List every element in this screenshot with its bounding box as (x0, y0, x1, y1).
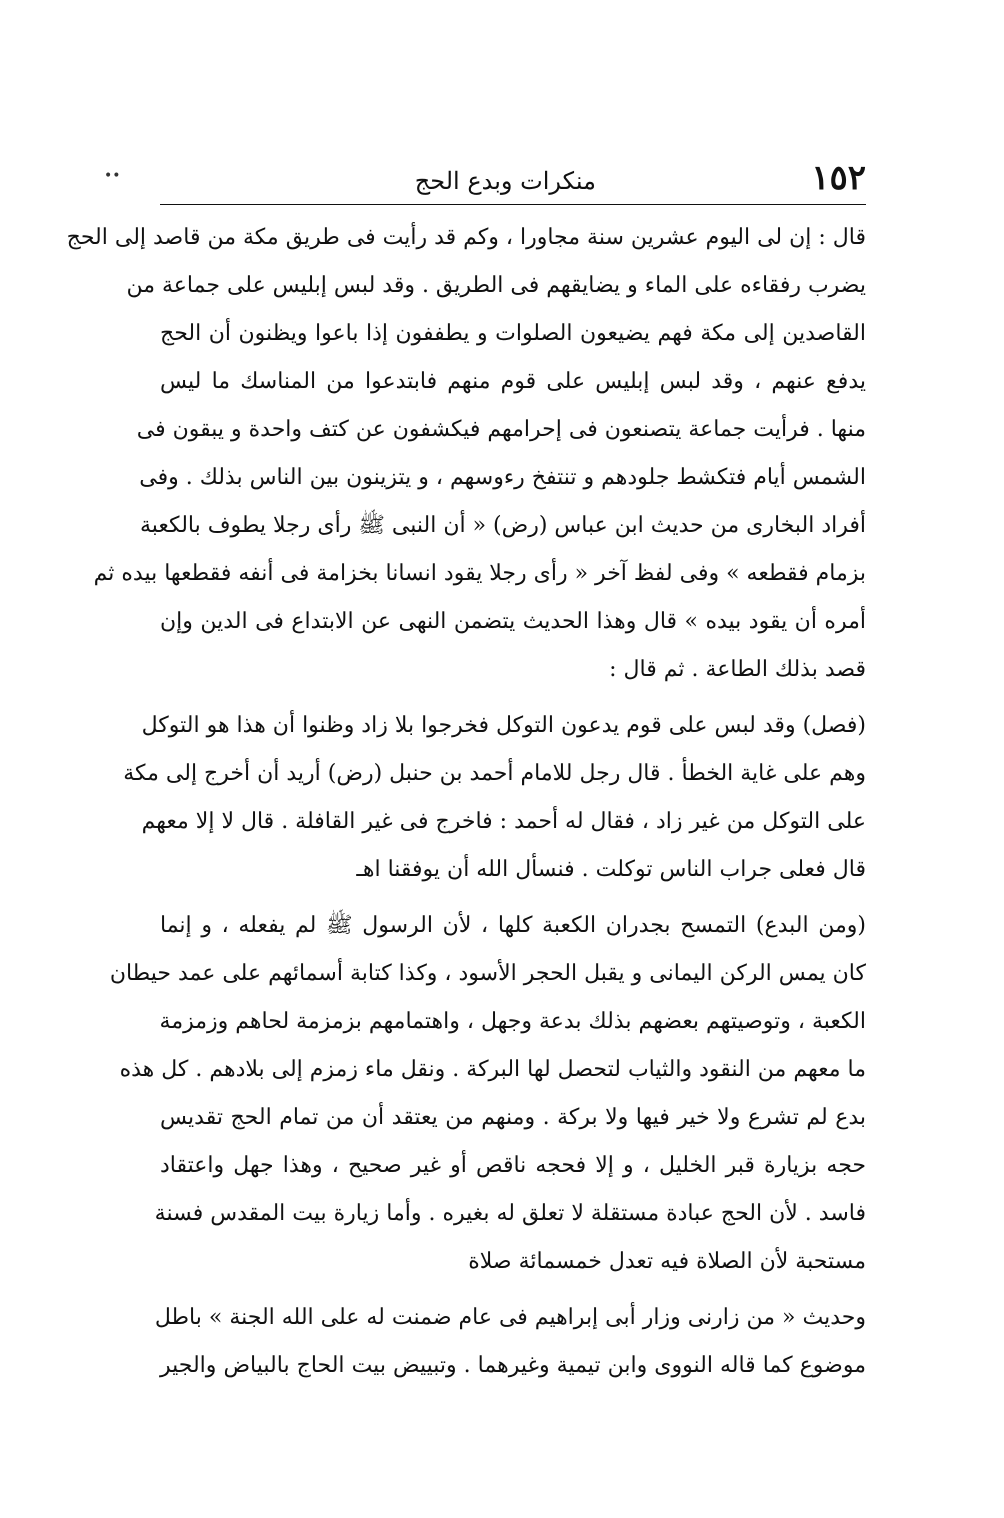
page-number: ١٥٢ (811, 158, 866, 198)
text-line: موضوع كما قاله النووى وابن تيمية وغيرهما . وتبييض بيت الحاج بالبياض والجير (160, 1353, 866, 1378)
paragraph (109, 902, 866, 1286)
text-line: القاصدين إلى مكة فهم يضيعون الصلوات و يطففون إذا باعوا ويظنون أن الحج (160, 321, 866, 346)
text-line: قصد بذلك الطاعة . ثم قال : (609, 657, 866, 682)
paragraph (123, 702, 866, 894)
text-line: فاسد . لأن الحج عبادة مستقلة لا تعلق له بغيره . وأما زيارة بيت المقدس فسنة (154, 1201, 866, 1226)
text-line: أمره أن يقود بيده » قال وهذا الحديث يتضمن النهى عن الابتداع فى الدين وإن (160, 609, 866, 634)
text-line: الكعبة ، وتوصيتهم بعضهم بذلك بدعة وجهل ، واهتمامهم بزمزمة لحاهم وزمزمة (159, 1009, 866, 1034)
page-header (160, 158, 866, 202)
paragraph-gap (160, 1286, 866, 1294)
text-line: يدفع عنهم ، وقد لبس إبليس على قوم منهم فابتدعوا من المناسك ما ليس (160, 369, 866, 394)
running-title: منكرات وبدع الحج (414, 167, 596, 195)
text-line: منها . فرأيت جماعة يتصنعون فى إحرامهم فيكشفون عن كتف واحدة و يبقون فى (136, 417, 866, 442)
text-line: مستحبة لأن الصلاة فيه تعدل خمسمائة صلاة (468, 1249, 866, 1274)
body-text (66, 214, 866, 1390)
text-line: يضرب رفقاءه على الماء و يضايقهم فى الطريق . وقد لبس إبليس على جماعة من (126, 273, 866, 298)
text-line: (ومن البدع) التمسح بجدران الكعبة كلها ، لأن الرسول ﷺ لم يفعله ، و إنما (160, 913, 866, 938)
text-line: أفراد البخارى من حديث ابن عباس (رض) « أن النبى ﷺ رأى رجلا يطوف بالكعبة (140, 513, 866, 538)
text-line: حجه بزيارة قبر الخليل ، و إلا فحجه ناقص أو غير صحيح ، وهذا جهل واعتقاد (160, 1153, 866, 1178)
text-line: كان يمس الركن اليمانى و يقبل الحجر الأسود ، وكذا كتابة أسمائهم على عمد حيطان (109, 961, 866, 986)
paragraph-gap (160, 894, 866, 902)
text-line: وهم على غاية الخطأ . قال رجل للامام أحمد بن حنبل (رض) أريد أن أخرج إلى مكة (123, 761, 866, 786)
paragraph (66, 214, 866, 694)
text-line: قال فعلى جراب الناس توكلت . فنسأل الله أن يوفقنا اهـ (356, 857, 866, 882)
text-line: على التوكل من غير زاد ، فقال له أحمد : فاخرج فى غير القافلة . قال لا إلا معهم (141, 809, 866, 834)
paragraph-gap (160, 694, 866, 702)
text-line: قال : إن لى اليوم عشرين سنة مجاورا ، وكم قد رأيت فى طريق مكة من قاصد إلى الحج (66, 225, 866, 250)
corner-mark: •• (104, 168, 121, 184)
header-rule (160, 204, 866, 205)
paragraph (154, 1294, 866, 1390)
text-line: ما معهم من النقود والثياب لتحصل لها البركة . ونقل ماء زمزم إلى بلادهم . كل هذه (119, 1057, 866, 1082)
text-line: (فصل) وقد لبس على قوم يدعون التوكل فخرجوا بلا زاد وظنوا أن هذا هو التوكل (141, 713, 866, 738)
text-line: بدع لم تشرع ولا خير فيها ولا بركة . ومنهم من يعتقد أن من تمام الحج تقديس (160, 1105, 866, 1130)
text-line: بزمام فقطعه » وفى لفظ آخر « رأى رجلا يقود انسانا بخزامة فى أنفه فقطعها بيده ثم (93, 561, 866, 586)
text-line: وحديث « من زارنى وزار أبى إبراهيم فى عام ضمنت له على الله الجنة » باطل (154, 1305, 866, 1330)
text-line: الشمس أيام فتكشط جلودهم و تنتفخ رءوسهم ، و يتزينون بين الناس بذلك . وفى (139, 465, 866, 490)
